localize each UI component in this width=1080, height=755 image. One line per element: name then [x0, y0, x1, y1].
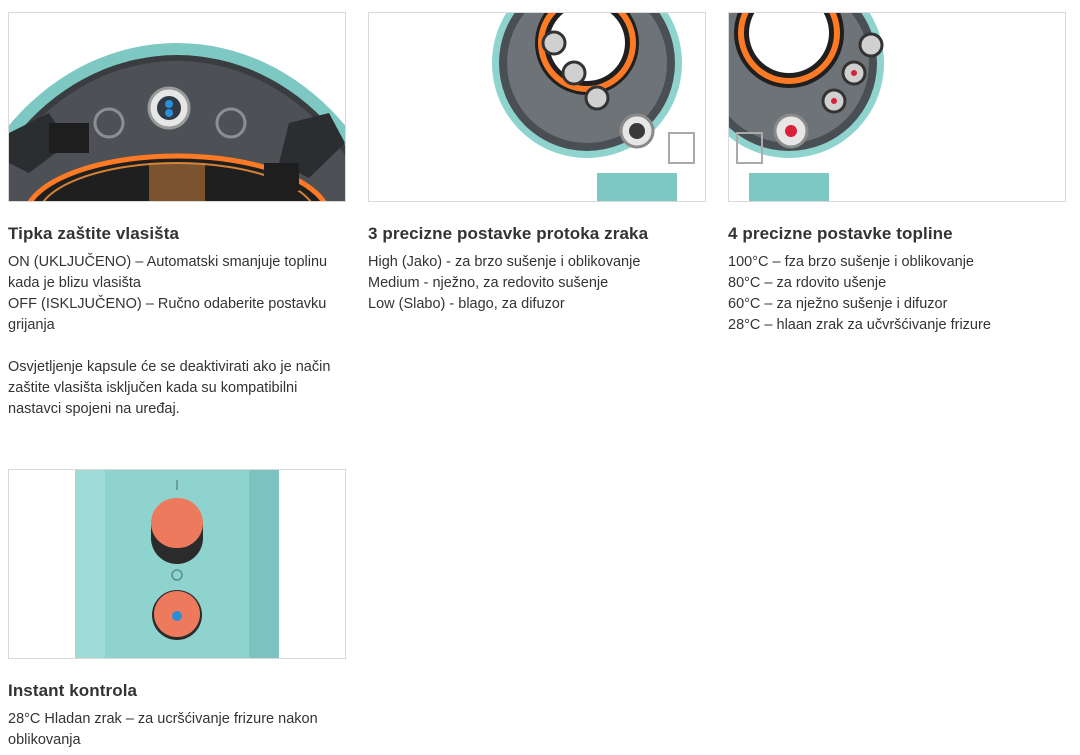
feature-card-airflow: [368, 12, 706, 315]
feature-card-instant-control: [8, 469, 346, 751]
feature-card-scalp-protection: [8, 12, 346, 420]
feature-note: Osvjetljenje kapsule će se deaktivirati ako je način zaštite vlasišta isključen kada su kompatibilni nastavci spojeni na uređaj.: [8, 359, 331, 417]
feature-line: Medium - nježno, za redovito sušenje: [368, 275, 609, 291]
feature-line: Low (Slabo) - blago, za difuzor: [368, 296, 565, 312]
feature-line: 28°C Hladan zrak – za ucršćivanje frizure nakon oblikovanja: [8, 711, 318, 748]
feature-title: 3 precizne postavke protoka zraka: [368, 224, 649, 243]
instant-control-illustration: [9, 470, 345, 658]
feature-card-heat: [728, 12, 1066, 336]
heat-image: [728, 12, 1066, 202]
feature-description: [728, 252, 1066, 336]
feature-line: 60°C – za nježno sušenje i difuzor: [728, 296, 948, 312]
feature-description: [8, 709, 346, 751]
airflow-image: [368, 12, 706, 202]
feature-title: Tipka zaštite vlasišta: [8, 224, 180, 243]
feature-line: 100°C – fza brzo sušenje i oblikovanje: [728, 254, 974, 270]
feature-description: [368, 252, 706, 315]
feature-line: 28°C – hlaan zrak za učvršćivanje frizure: [728, 317, 991, 333]
feature-title: 4 precizne postavke topline: [728, 224, 953, 243]
heat-illustration: [729, 13, 1065, 201]
instant-control-image: [8, 469, 346, 659]
feature-line: ON (UKLJUČENO) – Automatski smanjuje toplinu kada je blizu vlasišta: [8, 254, 328, 291]
feature-line: High (Jako) - za brzo sušenje i oblikovanje: [368, 254, 641, 270]
scalp-protection-image: [8, 12, 346, 202]
scalp-protection-illustration: [9, 13, 345, 201]
feature-title: Instant kontrola: [8, 681, 138, 700]
feature-line: 80°C – za rdovito ušenje: [728, 275, 887, 291]
feature-line: OFF (ISKLJUČENO) – Ručno odaberite postavku grijanja: [8, 296, 327, 333]
airflow-illustration: [369, 13, 705, 201]
feature-description: [8, 252, 346, 420]
